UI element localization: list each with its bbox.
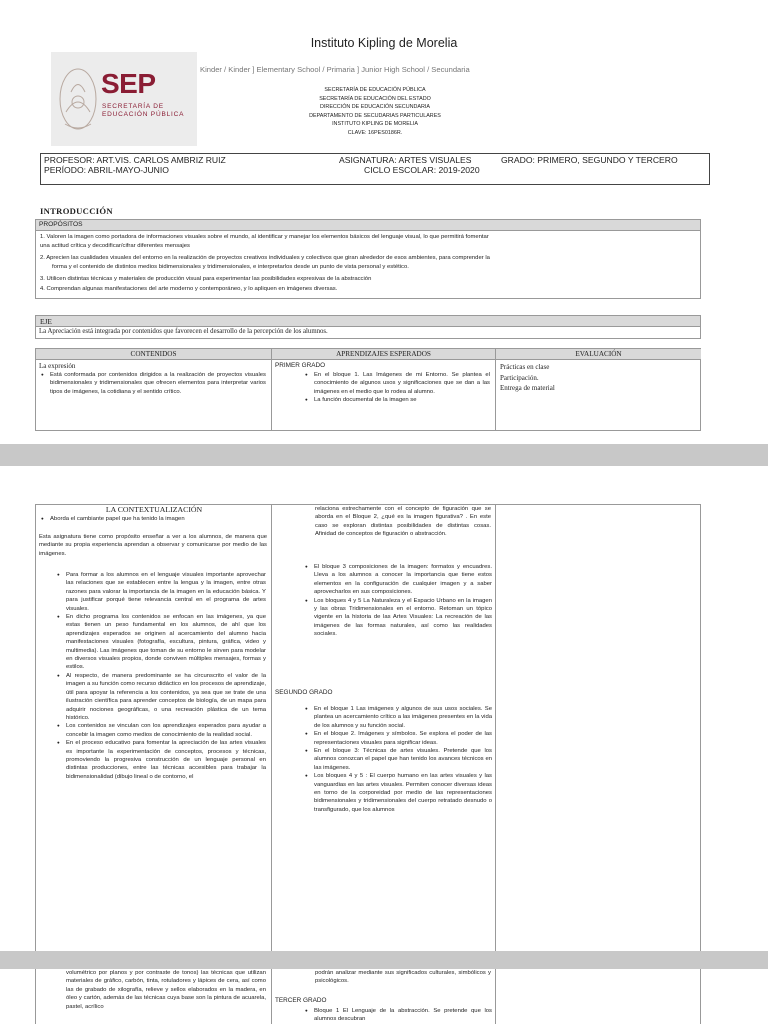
left-bullet: ● Al respecto, de manera predominante se ha circunscrito el valor de la imagen a su función como recurso didáctico en los procesos de aprendizaje, útil para apoyar la referencia a los contenidos, ya sea que se trate de una ilustración científica para aprender conceptos de biología, de un mapa para adquirir nociones geográficas, o una recreación plástica de un tema histórico.	[54, 672, 266, 722]
evaluacion-list: Prácticas en clase Participación. Entrega de material	[500, 363, 555, 392]
document-page-3	[0, 969, 768, 1024]
aprendizaje-bullet: ● Los bloques 4 y 5 : El cuerpo humano en las artes visuales y las vanguardias en las artes visuales. Permiten conocer diversas ideas en torno de la corporeidad por medio de las representaciones bidimensionales y tridimensionales del cuerpo retratado desnudo o transfigurado, que los alumnos	[302, 772, 492, 814]
left-paragraph: Esta asignatura tiene como propósito enseñar a ver a los alumnos, de manera que mediante su propia experiencia aprendan a observar y comunicarse por medio de las imágenes.	[39, 534, 267, 557]
aprendizaje-bullet: ● Los bloques 4 y 5 La Naturaleza y el Espacio Urbano en la imagen y las obras Tridimensionales en el entorno. Retoman un tópico vigente en la historia de las Artes Visuales: La recreación de las imágenes de las formas naturales, así como las realidades sociales.	[302, 597, 492, 639]
contextualizacion-title: LA CONTEXTUALIZACIÓN	[105, 505, 203, 514]
contextualizacion-table	[35, 504, 701, 951]
eje-label: EJE	[36, 316, 700, 327]
ciclo-label: CICLO ESCOLAR: 2019-2020	[364, 165, 480, 175]
left-bullet: ● En el proceso educativo para fomentar la apreciación de las artes visuales es importante la experimentación de conceptos, procesos y técnicas, promoviendo la progresiva construcción de un lenguaje personal en distintas producciones, entre las técnicas accesibles para trabajar la bidimensionalidad (dibujo lineal o de contorno, el	[54, 739, 266, 781]
contenidos-bullet: ● Está conformada por contenidos dirigidos a la realización de proyectos visuales bidimensionales y tridimensionales que ofrecen elementos para interpretar varios tipos de imágenes, la cotidiana y el sentido crítico.	[38, 371, 266, 396]
grade-label: SEGUNDO GRADO	[275, 689, 333, 696]
sep-logo-text: SEP	[101, 68, 156, 99]
contenidos-table	[35, 348, 701, 431]
aprendizaje-bullet: ● En el bloque 2. Imágenes y símbolos. Se explora el poder de las representaciones visuales para significar ideas.	[302, 730, 492, 747]
proposito-line: 1. Valoren la imagen como portadora de informaciones visuales sobre el mundo, al identificar y manejar los elementos básicos del lenguaje visual, lo que permitirá fomentar	[40, 234, 489, 240]
eagle-emblem-icon	[57, 62, 99, 136]
left-continuation: volumétrico por planos y por contraste de tonos) las técnicas que utilizan materiales de gráfico, carbón, tinta, rotuladores y lápices de cera, así como las de grabado de xilografía, relieve y sellos elaborados en la madera, en óleo y cartón, además de las técnicas cuya base son la pintura de acuarela, pastel, acrílico	[66, 970, 266, 1010]
aprendizaje-bullet: ● En el bloque 1 Las imágenes y algunos de sus usos sociales. Se plantea un acercamiento crítico a las imágenes presentes en la vida de los alumnos y su función social.	[302, 705, 492, 730]
aprendizaje-bullet: ● En el bloque 1. Las Imágenes de mi Entorno. Se plantea el conocimiento de algunos usos y significaciones que se dan a las imágenes en el medio que lo rodea al alumno.	[302, 371, 490, 396]
asignatura-label: ASIGNATURA: ARTES VISUALES	[339, 155, 472, 165]
propositos-box	[35, 219, 701, 299]
right-column	[272, 969, 496, 1024]
aprendizajes-column	[272, 349, 496, 430]
evaluacion-column	[496, 969, 701, 1024]
proposito-line: 2. Aprecien las cualidades visuales del entorno en la realización de proyectos creativos individuales y colectivos que giran alrededor de esos ambientes, para comprender la	[40, 255, 490, 261]
aprendizaje-bullet: ● El bloque 3 composiciones de la imagen: formatos y encuadres. Lleva a los alumnos a conocer la importancia que tiene estos elementos en la configuración de cualquier imagen y a saber aprovecharlos en sus composiciones.	[302, 563, 492, 597]
institute-title: Instituto Kipling de Morelia	[310, 36, 458, 50]
left-bullet: ● En dicho programa los contenidos se enfocan en las imágenes, ya que estas tienen un peso fundamental en los alumnos, de ahí que los aprendizajes esperados se originen al acercamiento del alumno hacia manifestaciones visuales (fotografía, escultura, pintura, gráfica, video y multimedia). Las imágenes que toman de su entorno le sirven para modelar en diversos visuales propios, donde conviven múltiples mensajes, formas y estilos.	[54, 613, 266, 672]
periodo-label: PERÍODO: ABRIL-MAYO-JUNIO	[44, 165, 169, 175]
course-info-box	[40, 153, 710, 185]
left-column	[36, 505, 272, 951]
grade-label: PRIMER GRADO	[275, 362, 326, 369]
right-column	[272, 505, 496, 951]
right-continuation: podrán analizar mediante sus significados culturales, simbólicos y psicológicos.	[315, 970, 491, 985]
continuation-table	[35, 969, 701, 1024]
school-levels: Kinder / Kinder ] Elementary School / Primaria ] Junior High School / Secundaria	[200, 65, 470, 74]
document-page-1	[0, 0, 768, 444]
agency-lines: SECRETARÍA DE EDUCACIÓN PÚBLICA SECRETARÍA DE EDUCACIÓN DEL ESTADO DIRECCIÓN DE EDUCACIÓN SECUNDARIA DEPARTAMENTO DE SECUDARIAS PARTICULARES INSTITUTO KIPLING DE MORELIA CLAVE: 16PES0186R.	[309, 87, 441, 136]
sep-logo-subtitle: SECRETARÍA DE EDUCACIÓN PÚBLICA	[102, 103, 185, 118]
right-intro: relaciona estrechamente con el concepto de figuración que se aborda en el Bloque 2, ¿qué es la imagen figurativa? . En este caso se exploran distintas posibilidades de distintas cosas. Afinidad de conceptos de figuración o abstracción.	[315, 506, 491, 538]
evaluacion-column	[496, 505, 701, 951]
profesor-label: PROFESOR: ART.VIS. CARLOS AMBRIZ RUIZ	[44, 155, 226, 165]
contenidos-column	[36, 349, 272, 430]
contenidos-title: La expresión	[39, 362, 76, 370]
aprendizaje-bullet: ● En el bloque 3: Técnicas de artes visuales. Pretende que los alumnos conozcan el papel que han tenido los avances técnicos en las imágenes.	[302, 747, 492, 772]
intro-heading: INTRODUCCIÓN	[40, 206, 113, 216]
propositos-label: PROPÓSITOS	[36, 220, 700, 231]
document-page-2	[0, 466, 768, 951]
sep-logo	[51, 52, 197, 146]
proposito-line: forma y el contenido de distintos medios bidimensionales y tridimensionales, e interpretarlos desde un punto de vista personal y estético.	[52, 264, 409, 270]
proposito-line: 3. Utilicen distintas técnicas y materiales de producción visual para experimentar las posibilidades expresivas de la abstracción	[40, 276, 372, 282]
grade-label: TERCER GRADO	[275, 997, 327, 1004]
evaluacion-header: EVALUACIÓN	[496, 349, 701, 360]
aprendizaje-bullet: ● Bloque 1 El Lenguaje de la abstracción. Se pretende que los alumnos descubran	[302, 1007, 492, 1024]
proposito-line: una actitud crítica y decodificar/cifrar diferentes mensajes	[40, 243, 190, 249]
contenidos-header: CONTENIDOS	[36, 349, 271, 360]
eje-text: La Apreciación está integrada por contenidos que favorecen el desarrollo de la percepción de los alumnos.	[39, 328, 328, 335]
eje-box	[35, 315, 701, 339]
left-bullet: ● Aborda el cambiante papel que ha tenido la imagen	[38, 515, 268, 523]
aprendizajes-header: APRENDIZAJES ESPERADOS	[272, 349, 495, 360]
aprendizaje-bullet: ● La función documental de la imagen se	[302, 396, 490, 404]
left-bullet: ● Los contenidos se vinculan con los aprendizajes esperados para ayudar a concebir la imagen como medios de conocimiento de la realidad social.	[54, 722, 266, 739]
left-column	[36, 969, 272, 1024]
proposito-line: 4. Comprendan algunas manifestaciones del arte moderno y contemporáneo, y lo apliquen en imágenes diversas.	[40, 286, 338, 292]
evaluacion-column	[496, 349, 701, 430]
left-bullet: ● Para formar a los alumnos en el lenguaje visuales importante aprovechar las relaciones que se establecen entre la lengua y la imagen, entre otras razones para valorar la importancia de la imagen en la educación básica. Y para justificar porqué tiene relevancia central en el programa de artes visuales.	[54, 571, 266, 613]
grado-label: GRADO: PRIMERO, SEGUNDO Y TERCERO	[501, 155, 678, 165]
